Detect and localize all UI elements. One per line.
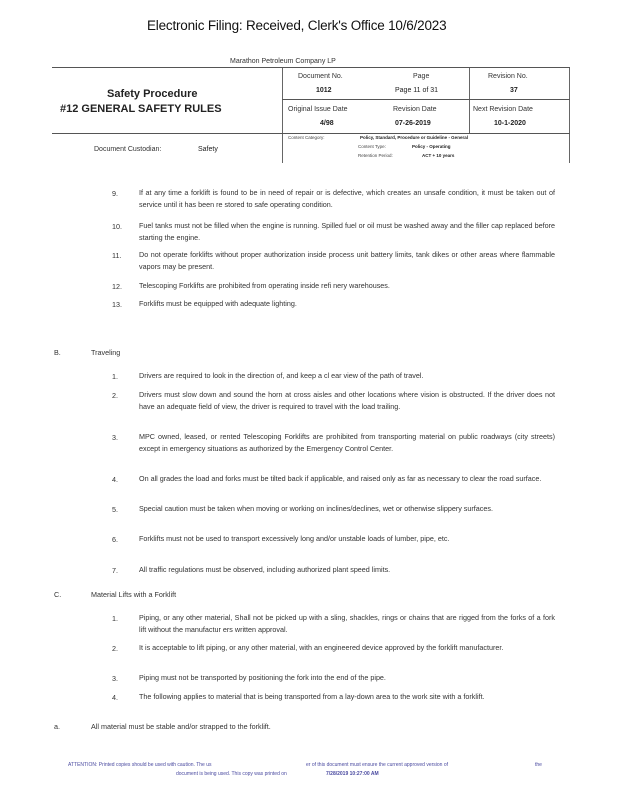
company-name: Marathon Petroleum Company LP bbox=[230, 58, 336, 65]
list-item: If at any time a forklift is found to be in need of repair or is defective, which creates an unsafe condition, it must be taken out of service until it has been re stored to safe operating condition. bbox=[139, 188, 555, 209]
list-item-number: 3. bbox=[112, 674, 118, 683]
list-item-number: 5. bbox=[112, 505, 118, 514]
next-revision-value: 10-1-2020 bbox=[494, 120, 526, 127]
filing-banner: Electronic Filing: Received, Clerk's Office 10/6/2023 bbox=[147, 18, 447, 33]
list-item-number: 3. bbox=[112, 433, 118, 442]
content-category-label: Content Category: bbox=[288, 135, 325, 140]
revision-no-label: Revision No. bbox=[488, 73, 528, 80]
list-item: Drivers must slow down and sound the horn at cross aisles and other locations where vision is obstructed. If the driver does not have an adequate field of view, the driver is required to travel with the load trailing. bbox=[139, 390, 555, 411]
list-item-number: 6. bbox=[112, 535, 118, 544]
revision-no-value: 37 bbox=[510, 87, 518, 94]
list-item-number: 4. bbox=[112, 693, 118, 702]
document-no-label: Document No. bbox=[298, 73, 343, 80]
footer-notice: the bbox=[535, 762, 542, 768]
procedure-subtitle: #12 GENERAL SAFETY RULES bbox=[60, 103, 222, 115]
header-row-rule bbox=[282, 99, 570, 100]
header-divider bbox=[282, 68, 283, 163]
list-item: Piping, or any other material, Shall not be picked up with a sling, shackles, rings or chains that are rigged from the forks of a fork lift without the manufactur ers written approval. bbox=[139, 613, 555, 634]
list-item-number: 4. bbox=[112, 475, 118, 484]
original-issue-label: Original Issue Date bbox=[288, 106, 348, 113]
content-category-value: Policy, Standard, Procedure or Guideline - General bbox=[360, 135, 468, 140]
revision-date-label: Revision Date bbox=[393, 106, 437, 113]
page-label: Page bbox=[413, 73, 430, 80]
footer-notice: document is being used. This copy was printed on bbox=[176, 771, 287, 777]
list-item: All traffic regulations must be observed, including authorized plant speed limits. bbox=[139, 565, 391, 574]
list-item-number: 2. bbox=[112, 644, 118, 653]
procedure-title: Safety Procedure bbox=[107, 88, 198, 100]
content-type-label: Content Type: bbox=[358, 144, 386, 149]
list-item-number: 1. bbox=[112, 614, 118, 623]
footer-notice: er of this document must ensure the current approved version of bbox=[306, 762, 449, 768]
header-row-rule bbox=[282, 133, 570, 134]
list-item-number: 11. bbox=[112, 251, 122, 260]
section-c-title: Material Lifts with a Forklift bbox=[91, 590, 177, 599]
header-divider bbox=[569, 68, 570, 163]
custodian-label: Document Custodian: bbox=[94, 146, 162, 153]
next-revision-label: Next Revision Date bbox=[473, 106, 533, 113]
list-item: Forklifts must be equipped with adequate lighting. bbox=[139, 299, 297, 308]
page-value: Page 11 of 31 bbox=[395, 87, 439, 94]
list-item: Drivers are required to look in the direction of, and keep a cl ear view of the path of travel. bbox=[139, 371, 424, 380]
list-item-number: 2. bbox=[112, 391, 118, 400]
content-type-value: Policy - Operating bbox=[412, 144, 451, 149]
retention-label: Retention Period: bbox=[358, 153, 393, 158]
sub-item-text: All material must be stable and/or strapped to the forklift. bbox=[91, 722, 271, 731]
list-item-number: 13. bbox=[112, 300, 122, 309]
original-issue-value: 4/98 bbox=[320, 120, 334, 127]
revision-date-value: 07-26-2019 bbox=[395, 120, 431, 127]
list-item: The following applies to material that is being transported from a lay-down area to the work site with a forklift. bbox=[139, 692, 485, 701]
section-c-letter: C. bbox=[54, 590, 62, 599]
list-item: MPC owned, leased, or rented Telescoping Forklifts are prohibited from transporting material on public roadways (city streets) except in emergency situations as authorized by the Emergency Control Center. bbox=[139, 432, 555, 453]
list-item: Piping must not be transported by positioning the fork into the end of the pipe. bbox=[139, 673, 386, 682]
list-item: Telescoping Forklifts are prohibited from operating inside refi nery warehouses. bbox=[139, 281, 390, 290]
list-item: On all grades the load and forks must be tilted back if applicable, and raised only as far as necessary to clear the road surface. bbox=[139, 474, 542, 483]
list-item: Forklifts must not be used to transport excessively long and/or unstable loads of lumber, pipe, etc. bbox=[139, 534, 450, 543]
header-divider bbox=[469, 68, 470, 133]
footer-print-date: 7/28/2019 10:27:00 AM bbox=[326, 771, 379, 777]
list-item: It is acceptable to lift piping, or any other material, with an engineered device approved by the forklift manufacturer. bbox=[139, 643, 504, 652]
list-item: Fuel tanks must not be filled when the engine is running. Spilled fuel or oil must be washed away and the filler cap replaced before starting the engine. bbox=[139, 221, 555, 242]
list-item-number: 1. bbox=[112, 372, 118, 381]
section-b-title: Traveling bbox=[91, 348, 121, 357]
list-item-number: 7. bbox=[112, 566, 118, 575]
section-b-letter: B. bbox=[54, 348, 61, 357]
list-item-number: 9. bbox=[112, 189, 118, 198]
list-item-number: 10. bbox=[112, 222, 122, 231]
list-item: Special caution must be taken when moving or working on inclines/declines, wet or otherwise slippery surfaces. bbox=[139, 504, 493, 513]
document-no-value: 1012 bbox=[316, 87, 332, 94]
header-row-rule bbox=[52, 133, 282, 134]
header-top-rule bbox=[52, 67, 570, 68]
retention-value: ACT + 10 years bbox=[422, 153, 455, 158]
footer-notice: ATTENTION: Printed copies should be used with caution. The us bbox=[68, 762, 212, 768]
document-header bbox=[52, 55, 572, 165]
list-item-number: 12. bbox=[112, 282, 122, 291]
sub-item-letter: a. bbox=[54, 722, 60, 731]
custodian-value: Safety bbox=[198, 146, 218, 153]
list-item: Do not operate forklifts without proper authorization inside process unit battery limits, tank dikes or other areas where flammable vapors may be present. bbox=[139, 250, 555, 271]
